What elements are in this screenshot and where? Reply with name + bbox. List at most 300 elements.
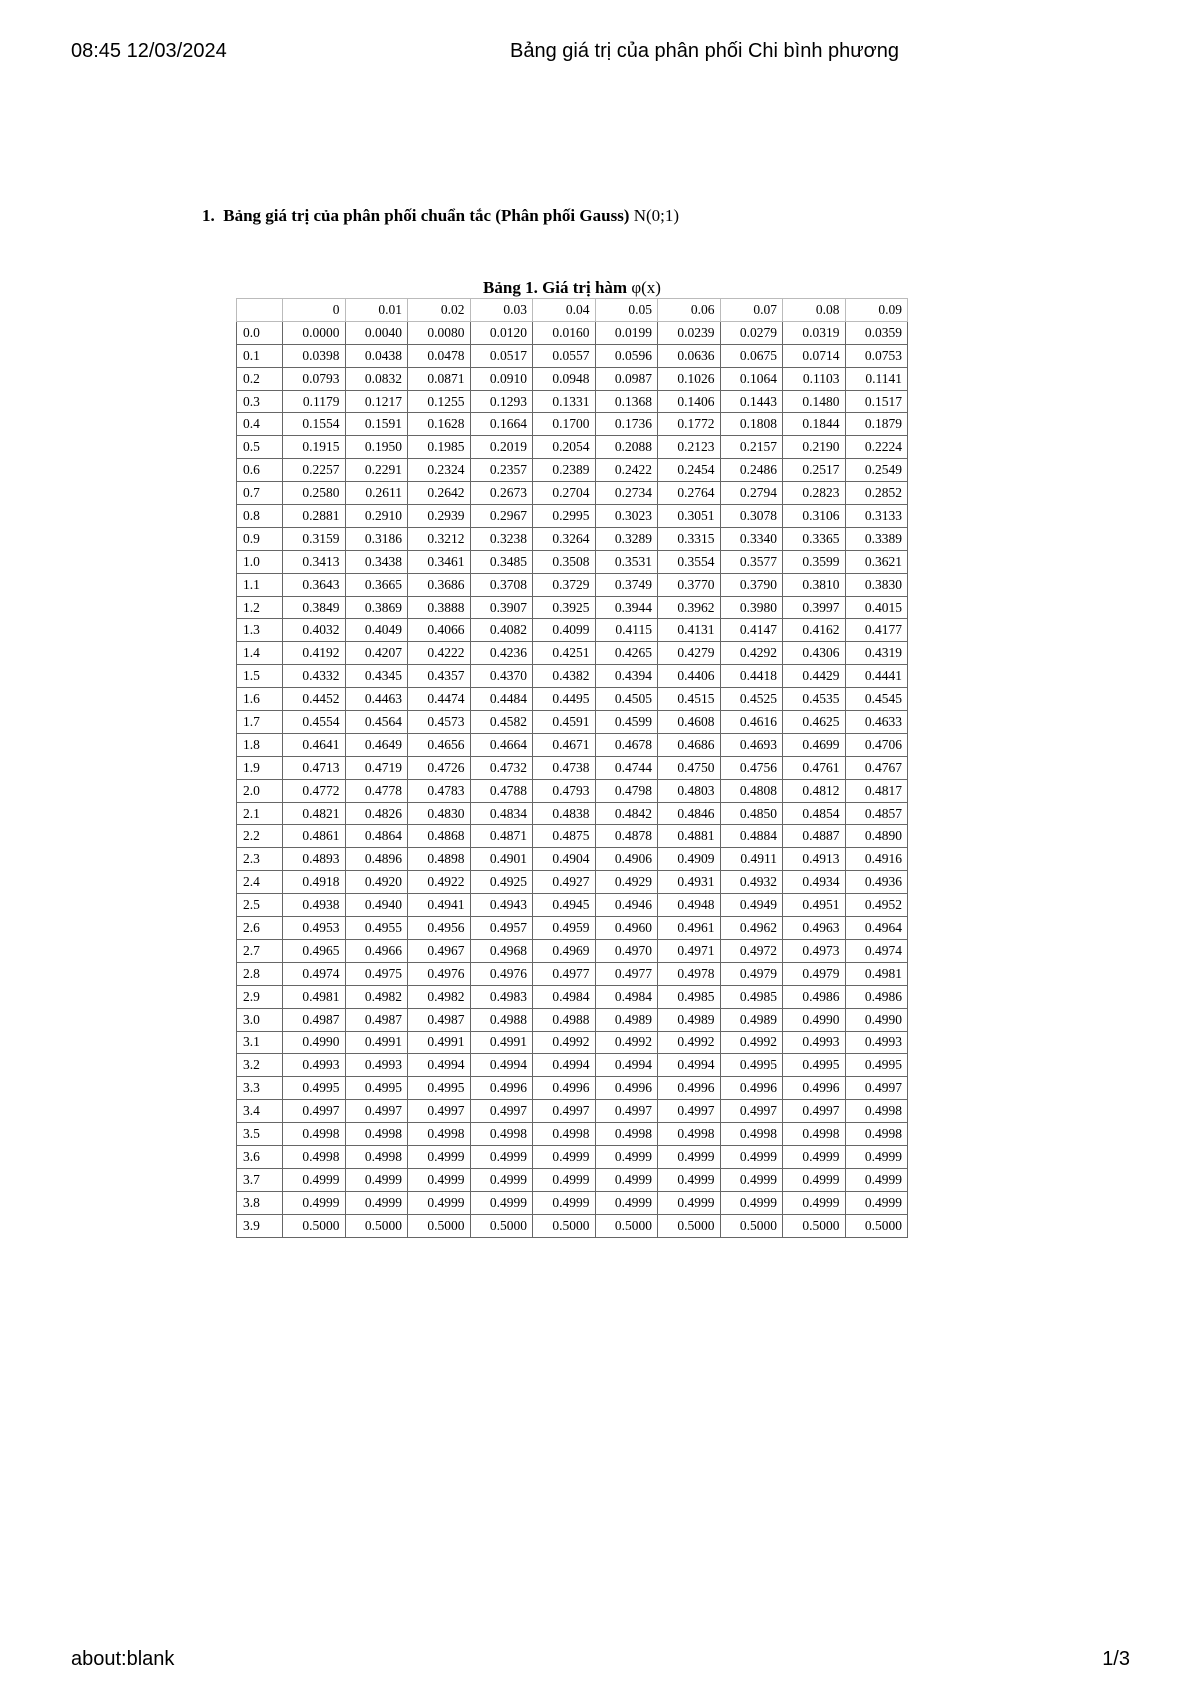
table-cell: 0.5000 — [845, 1214, 908, 1237]
table-cell: 0.0675 — [720, 344, 783, 367]
table-cell: 0.4993 — [783, 1031, 846, 1054]
row-label: 0.7 — [237, 482, 283, 505]
table-cell: 0.4162 — [783, 619, 846, 642]
table-row — [237, 779, 908, 802]
section-heading-text: Bảng giá trị của phân phối chuẩn tắc (Phân phối Gauss) — [223, 206, 630, 225]
table-cell: 0.4857 — [845, 802, 908, 825]
table-header-row — [237, 299, 908, 322]
table-cell: 0.4993 — [845, 1031, 908, 1054]
table-cell: 0.4664 — [470, 733, 533, 756]
page-number: 1/3 — [1102, 1648, 1130, 1670]
table-cell: 0.4608 — [658, 711, 721, 734]
table-cell: 0.4987 — [345, 1008, 408, 1031]
table-cell: 0.2190 — [783, 436, 846, 459]
document-title: Bảng giá trị của phân phối Chi bình phương — [510, 40, 899, 62]
table-cell: 0.4750 — [658, 756, 721, 779]
table-cell: 0.4994 — [595, 1054, 658, 1077]
table-cell: 0.1293 — [470, 390, 533, 413]
table-cell: 0.0199 — [595, 321, 658, 344]
table-cell: 0.4994 — [408, 1054, 471, 1077]
table-cell: 0.3790 — [720, 573, 783, 596]
table-cell: 0.4641 — [283, 733, 346, 756]
table-row — [237, 848, 908, 871]
table-cell: 0.5000 — [783, 1214, 846, 1237]
table-cell: 0.4842 — [595, 802, 658, 825]
row-label: 1.3 — [237, 619, 283, 642]
table-row — [237, 1168, 908, 1191]
table-cell: 0.4945 — [533, 894, 596, 917]
table-cell: 0.4817 — [845, 779, 908, 802]
table-row — [237, 619, 908, 642]
table-row — [237, 688, 908, 711]
table-cell: 0.4999 — [658, 1145, 721, 1168]
table-cell: 0.4941 — [408, 894, 471, 917]
table-cell: 0.1700 — [533, 413, 596, 436]
table-cell: 0.4997 — [720, 1100, 783, 1123]
table-cell: 0.4938 — [283, 894, 346, 917]
table-cell: 0.2611 — [345, 482, 408, 505]
table-cell: 0.2454 — [658, 459, 721, 482]
table-cell: 0.4977 — [595, 962, 658, 985]
table-cell: 0.0438 — [345, 344, 408, 367]
table-cell: 0.5000 — [470, 1214, 533, 1237]
table-cell: 0.4990 — [783, 1008, 846, 1031]
table-cell: 0.4370 — [470, 665, 533, 688]
table-cell: 0.4979 — [720, 962, 783, 985]
table-cell: 0.4878 — [595, 825, 658, 848]
table-cell: 0.0000 — [283, 321, 346, 344]
table-cell: 0.5000 — [658, 1214, 721, 1237]
table-cell: 0.4207 — [345, 642, 408, 665]
table-cell: 0.4987 — [408, 1008, 471, 1031]
table-cell: 0.4960 — [595, 917, 658, 940]
table-cell: 0.0080 — [408, 321, 471, 344]
table-cell: 0.4998 — [470, 1123, 533, 1146]
table-cell: 0.4951 — [783, 894, 846, 917]
table-cell: 0.4918 — [283, 871, 346, 894]
column-header: 0.08 — [783, 299, 846, 322]
table-cell: 0.4978 — [658, 962, 721, 985]
table-cell: 0.4846 — [658, 802, 721, 825]
table-cell: 0.0359 — [845, 321, 908, 344]
table-cell: 0.4979 — [783, 962, 846, 985]
table-cell: 0.1808 — [720, 413, 783, 436]
table-cell: 0.4394 — [595, 665, 658, 688]
table-cell: 0.4988 — [470, 1008, 533, 1031]
table-cell: 0.4916 — [845, 848, 908, 871]
table-cell: 0.3023 — [595, 505, 658, 528]
table-cell: 0.4992 — [533, 1031, 596, 1054]
table-cell: 0.4719 — [345, 756, 408, 779]
table-cell: 0.4975 — [345, 962, 408, 985]
table-cell: 0.4995 — [345, 1077, 408, 1100]
table-cell: 0.3508 — [533, 550, 596, 573]
table-cell: 0.4998 — [595, 1123, 658, 1146]
table-cell: 0.2939 — [408, 505, 471, 528]
table-cell: 0.5000 — [283, 1214, 346, 1237]
table-cell: 0.1255 — [408, 390, 471, 413]
table-cell: 0.4993 — [345, 1054, 408, 1077]
table-cell: 0.4793 — [533, 779, 596, 802]
table-row — [237, 527, 908, 550]
table-cell: 0.2422 — [595, 459, 658, 482]
row-label: 0.6 — [237, 459, 283, 482]
table-cell: 0.4996 — [783, 1077, 846, 1100]
table-cell: 0.0596 — [595, 344, 658, 367]
table-cell: 0.4999 — [720, 1191, 783, 1214]
table-cell: 0.2910 — [345, 505, 408, 528]
table-cell: 0.0239 — [658, 321, 721, 344]
table-cell: 0.4989 — [595, 1008, 658, 1031]
row-label: 0.4 — [237, 413, 283, 436]
table-cell: 0.2967 — [470, 505, 533, 528]
table-cell: 0.4713 — [283, 756, 346, 779]
table-cell: 0.0398 — [283, 344, 346, 367]
table-row — [237, 711, 908, 734]
row-label: 3.1 — [237, 1031, 283, 1054]
table-cell: 0.4963 — [783, 917, 846, 940]
table-cell: 0.0319 — [783, 321, 846, 344]
table-cell: 0.4985 — [658, 985, 721, 1008]
table-cell: 0.4319 — [845, 642, 908, 665]
table-cell: 0.4999 — [845, 1145, 908, 1168]
table-cell: 0.4920 — [345, 871, 408, 894]
table-cell: 0.2764 — [658, 482, 721, 505]
table-cell: 0.1064 — [720, 367, 783, 390]
table-cell: 0.4265 — [595, 642, 658, 665]
table-cell: 0.4971 — [658, 939, 721, 962]
table-cell: 0.4881 — [658, 825, 721, 848]
table-cell: 0.4989 — [720, 1008, 783, 1031]
table-cell: 0.3962 — [658, 596, 721, 619]
gauss-table — [236, 298, 908, 1238]
table-cell: 0.4997 — [845, 1077, 908, 1100]
table-cell: 0.3315 — [658, 527, 721, 550]
table-cell: 0.5000 — [408, 1214, 471, 1237]
table-cell: 0.4974 — [283, 962, 346, 985]
table-cell: 0.4678 — [595, 733, 658, 756]
table-cell: 0.4984 — [533, 985, 596, 1008]
table-cell: 0.4693 — [720, 733, 783, 756]
table-row — [237, 756, 908, 779]
table-row — [237, 894, 908, 917]
table-cell: 0.4999 — [783, 1191, 846, 1214]
table-cell: 0.4625 — [783, 711, 846, 734]
table-cell: 0.2088 — [595, 436, 658, 459]
column-header: 0.07 — [720, 299, 783, 322]
table-cell: 0.5000 — [533, 1214, 596, 1237]
table-cell: 0.4999 — [345, 1191, 408, 1214]
table-cell: 0.4484 — [470, 688, 533, 711]
table-cell: 0.4726 — [408, 756, 471, 779]
table-cell: 0.2486 — [720, 459, 783, 482]
table-cell: 0.4591 — [533, 711, 596, 734]
table-cell: 0.3925 — [533, 596, 596, 619]
table-cell: 0.4306 — [783, 642, 846, 665]
table-cell: 0.4992 — [720, 1031, 783, 1054]
table-cell: 0.4015 — [845, 596, 908, 619]
table-cell: 0.4929 — [595, 871, 658, 894]
table-row — [237, 1054, 908, 1077]
column-header: 0.02 — [408, 299, 471, 322]
row-label: 1.7 — [237, 711, 283, 734]
table-cell: 0.4115 — [595, 619, 658, 642]
table-cell: 0.3461 — [408, 550, 471, 573]
table-cell: 0.3212 — [408, 527, 471, 550]
table-cell: 0.4953 — [283, 917, 346, 940]
table-cell: 0.4778 — [345, 779, 408, 802]
table-cell: 0.4931 — [658, 871, 721, 894]
table-cell: 0.3749 — [595, 573, 658, 596]
table-cell: 0.2642 — [408, 482, 471, 505]
table-cell: 0.3869 — [345, 596, 408, 619]
corner-cell — [237, 299, 283, 322]
table-row — [237, 344, 908, 367]
table-cell: 0.4999 — [783, 1145, 846, 1168]
table-cell: 0.4999 — [658, 1191, 721, 1214]
table-cell: 0.4993 — [283, 1054, 346, 1077]
table-cell: 0.4998 — [533, 1123, 596, 1146]
table-cell: 0.1736 — [595, 413, 658, 436]
table-cell: 0.4999 — [408, 1191, 471, 1214]
table-cell: 0.4177 — [845, 619, 908, 642]
table-cell: 0.0832 — [345, 367, 408, 390]
row-label: 2.7 — [237, 939, 283, 962]
table-cell: 0.4345 — [345, 665, 408, 688]
table-cell: 0.4952 — [845, 894, 908, 917]
table-cell: 0.4997 — [533, 1100, 596, 1123]
table-cell: 0.4505 — [595, 688, 658, 711]
table-cell: 0.1480 — [783, 390, 846, 413]
table-cell: 0.4981 — [283, 985, 346, 1008]
table-cell: 0.0478 — [408, 344, 471, 367]
table-cell: 0.4996 — [595, 1077, 658, 1100]
table-cell: 0.4901 — [470, 848, 533, 871]
table-cell: 0.4999 — [408, 1168, 471, 1191]
table-cell: 0.4999 — [470, 1145, 533, 1168]
row-label: 3.0 — [237, 1008, 283, 1031]
table-cell: 0.1103 — [783, 367, 846, 390]
table-row — [237, 962, 908, 985]
table-cell: 0.4999 — [283, 1168, 346, 1191]
table-cell: 0.4982 — [408, 985, 471, 1008]
table-cell: 0.2549 — [845, 459, 908, 482]
table-row — [237, 1191, 908, 1214]
table-row — [237, 390, 908, 413]
table-cell: 0.4970 — [595, 939, 658, 962]
table-cell: 0.0279 — [720, 321, 783, 344]
table-cell: 0.4099 — [533, 619, 596, 642]
table-cell: 0.0557 — [533, 344, 596, 367]
table-cell: 0.2580 — [283, 482, 346, 505]
table-row — [237, 1031, 908, 1054]
row-label: 0.3 — [237, 390, 283, 413]
table-cell: 0.4955 — [345, 917, 408, 940]
table-cell: 0.4474 — [408, 688, 471, 711]
table-cell: 0.4998 — [283, 1123, 346, 1146]
table-cell: 0.4995 — [283, 1077, 346, 1100]
table-cell: 0.3078 — [720, 505, 783, 528]
table-cell: 0.4997 — [470, 1100, 533, 1123]
table-row — [237, 1123, 908, 1146]
table-row — [237, 825, 908, 848]
table-row — [237, 802, 908, 825]
table-cell: 0.2291 — [345, 459, 408, 482]
table-cell: 0.1664 — [470, 413, 533, 436]
table-cell: 0.3238 — [470, 527, 533, 550]
row-label: 1.2 — [237, 596, 283, 619]
table-cell: 0.4032 — [283, 619, 346, 642]
table-cell: 0.3907 — [470, 596, 533, 619]
table-cell: 0.4573 — [408, 711, 471, 734]
table-cell: 0.2324 — [408, 459, 471, 482]
table-cell: 0.4868 — [408, 825, 471, 848]
table-cell: 0.4911 — [720, 848, 783, 871]
page-url: about:blank — [71, 1648, 175, 1670]
table-cell: 0.4999 — [658, 1168, 721, 1191]
table-cell: 0.4999 — [595, 1191, 658, 1214]
table-cell: 0.3729 — [533, 573, 596, 596]
table-cell: 0.0120 — [470, 321, 533, 344]
table-cell: 0.3849 — [283, 596, 346, 619]
table-body — [237, 321, 908, 1237]
table-cell: 0.2734 — [595, 482, 658, 505]
table-cell: 0.3365 — [783, 527, 846, 550]
table-cell: 0.4756 — [720, 756, 783, 779]
table-cell: 0.4788 — [470, 779, 533, 802]
table-cell: 0.1141 — [845, 367, 908, 390]
table-cell: 0.1844 — [783, 413, 846, 436]
table-cell: 0.4996 — [533, 1077, 596, 1100]
column-header: 0.06 — [658, 299, 721, 322]
table-cell: 0.4545 — [845, 688, 908, 711]
table-cell: 0.3888 — [408, 596, 471, 619]
table-row — [237, 1145, 908, 1168]
table-cell: 0.4984 — [595, 985, 658, 1008]
table-cell: 0.4826 — [345, 802, 408, 825]
table-cell: 0.2389 — [533, 459, 596, 482]
table-cell: 0.4968 — [470, 939, 533, 962]
table-cell: 0.4999 — [720, 1145, 783, 1168]
table-cell: 0.4535 — [783, 688, 846, 711]
row-label: 2.1 — [237, 802, 283, 825]
table-cell: 0.4913 — [783, 848, 846, 871]
table-cell: 0.3186 — [345, 527, 408, 550]
table-cell: 0.2673 — [470, 482, 533, 505]
table-cell: 0.4616 — [720, 711, 783, 734]
table-cell: 0.3621 — [845, 550, 908, 573]
table-cell: 0.4893 — [283, 848, 346, 871]
row-label: 0.1 — [237, 344, 283, 367]
table-cell: 0.1331 — [533, 390, 596, 413]
table-cell: 0.4998 — [845, 1100, 908, 1123]
table-cell: 0.1591 — [345, 413, 408, 436]
table-cell: 0.4671 — [533, 733, 596, 756]
table-cell: 0.5000 — [595, 1214, 658, 1237]
table-cell: 0.4949 — [720, 894, 783, 917]
table-cell: 0.1950 — [345, 436, 408, 459]
table-row — [237, 573, 908, 596]
table-cell: 0.4998 — [408, 1123, 471, 1146]
table-cell: 0.4998 — [720, 1123, 783, 1146]
table-cell: 0.4999 — [533, 1145, 596, 1168]
table-cell: 0.4884 — [720, 825, 783, 848]
table-cell: 0.4976 — [408, 962, 471, 985]
table-cell: 0.4990 — [283, 1031, 346, 1054]
table-cell: 0.4732 — [470, 756, 533, 779]
table-cell: 0.4222 — [408, 642, 471, 665]
table-cell: 0.4997 — [408, 1100, 471, 1123]
table-cell: 0.4998 — [345, 1145, 408, 1168]
table-cell: 0.2054 — [533, 436, 596, 459]
table-cell: 0.4890 — [845, 825, 908, 848]
table-cell: 0.2123 — [658, 436, 721, 459]
table-cell: 0.4875 — [533, 825, 596, 848]
column-header: 0.05 — [595, 299, 658, 322]
table-cell: 0.4994 — [470, 1054, 533, 1077]
table-cell: 0.4997 — [283, 1100, 346, 1123]
row-label: 0.0 — [237, 321, 283, 344]
table-cell: 0.4991 — [470, 1031, 533, 1054]
table-cell: 0.4959 — [533, 917, 596, 940]
table-cell: 0.4525 — [720, 688, 783, 711]
table-cell: 0.4967 — [408, 939, 471, 962]
table-cell: 0.0948 — [533, 367, 596, 390]
table-cell: 0.4599 — [595, 711, 658, 734]
table-cell: 0.4999 — [470, 1168, 533, 1191]
table-cell: 0.4977 — [533, 962, 596, 985]
table-row — [237, 939, 908, 962]
table-cell: 0.4082 — [470, 619, 533, 642]
table-row — [237, 367, 908, 390]
table-cell: 0.3133 — [845, 505, 908, 528]
table-cell: 0.3051 — [658, 505, 721, 528]
table-cell: 0.4463 — [345, 688, 408, 711]
row-label: 0.9 — [237, 527, 283, 550]
table-cell: 0.4357 — [408, 665, 471, 688]
table-cell: 0.4767 — [845, 756, 908, 779]
table-cell: 0.4989 — [658, 1008, 721, 1031]
table-cell: 0.1879 — [845, 413, 908, 436]
table-row — [237, 321, 908, 344]
table-cell: 0.4922 — [408, 871, 471, 894]
row-label: 0.5 — [237, 436, 283, 459]
table-cell: 0.0753 — [845, 344, 908, 367]
table-cell: 0.4564 — [345, 711, 408, 734]
table-cell: 0.4896 — [345, 848, 408, 871]
table-cell: 0.0793 — [283, 367, 346, 390]
table-cell: 0.4834 — [470, 802, 533, 825]
table-cell: 0.4983 — [470, 985, 533, 1008]
table-row — [237, 505, 908, 528]
table-cell: 0.2995 — [533, 505, 596, 528]
table-row — [237, 917, 908, 940]
table-row — [237, 1008, 908, 1031]
table-row — [237, 482, 908, 505]
table-cell: 0.4957 — [470, 917, 533, 940]
table-caption-function: φ(x) — [631, 278, 661, 297]
table-cell: 0.4999 — [720, 1168, 783, 1191]
table-cell: 0.4738 — [533, 756, 596, 779]
table-cell: 0.4686 — [658, 733, 721, 756]
row-label: 2.4 — [237, 871, 283, 894]
table-cell: 0.4966 — [345, 939, 408, 962]
row-label: 0.2 — [237, 367, 283, 390]
table-cell: 0.4934 — [783, 871, 846, 894]
table-cell: 0.3264 — [533, 527, 596, 550]
table-cell: 0.2157 — [720, 436, 783, 459]
table-cell: 0.1368 — [595, 390, 658, 413]
